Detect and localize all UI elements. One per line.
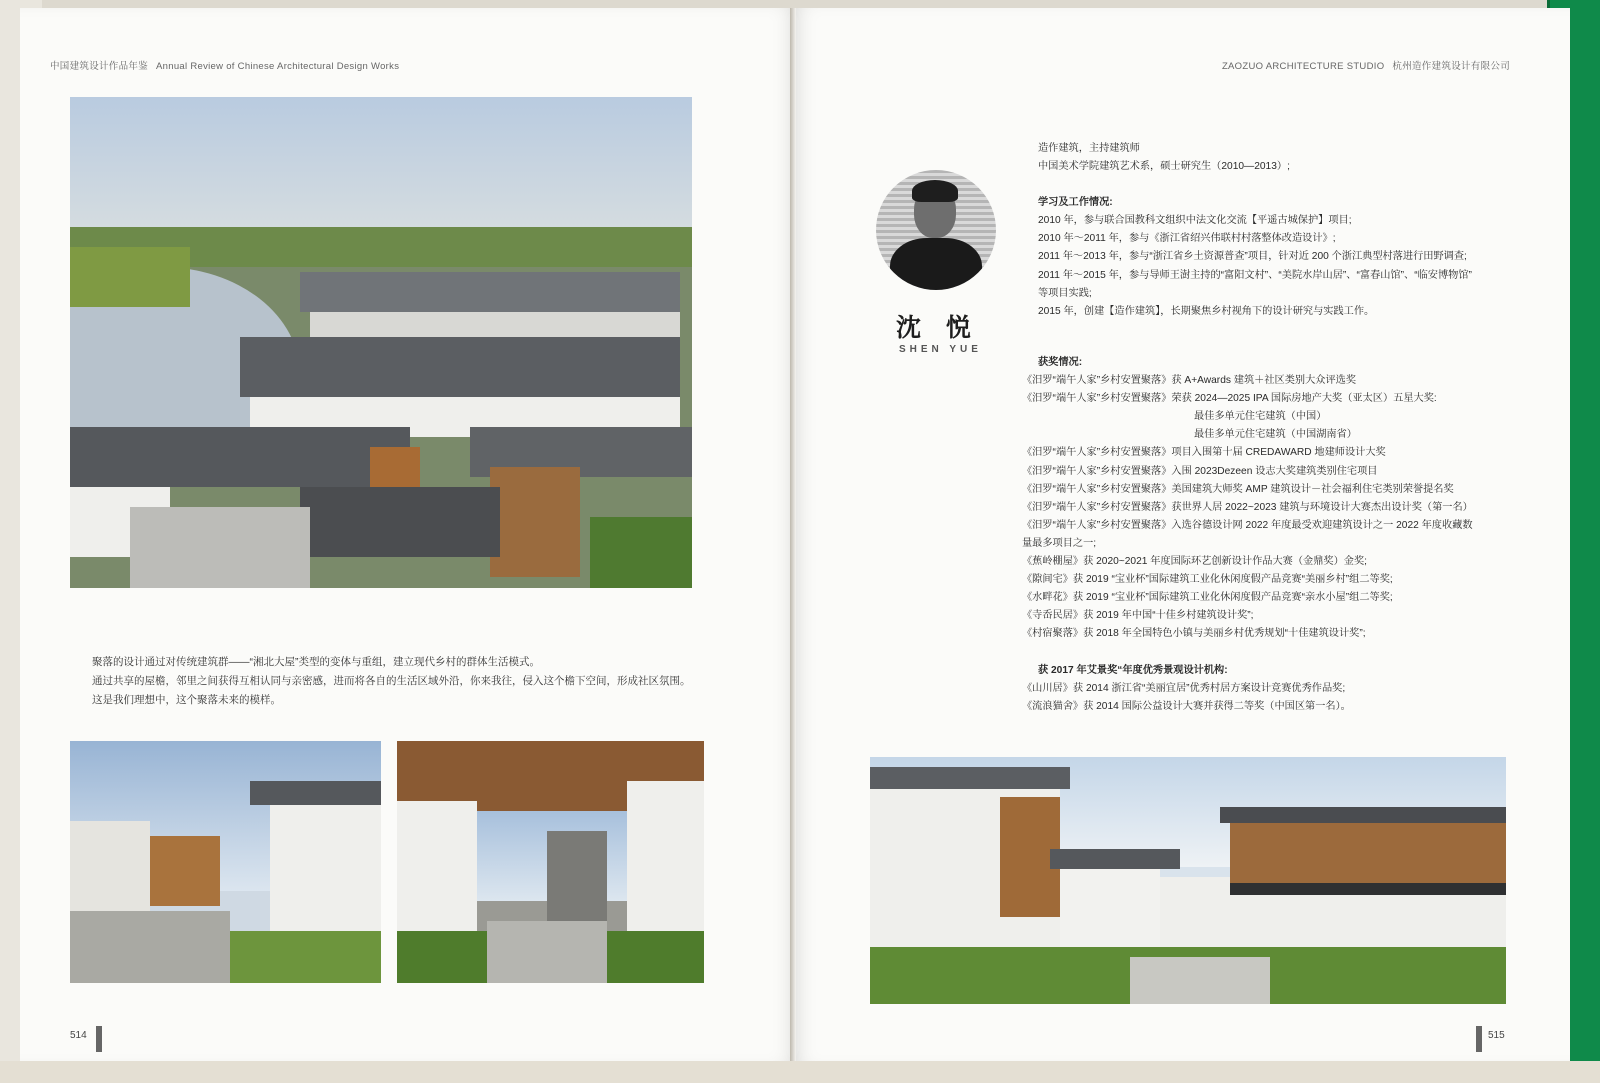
bio-line: 造作建筑，主持建筑师 [1038, 143, 1140, 154]
award-item: 《流浪猫舍》获 2014 国际公益设计大赛并获得二等奖（中国区第一名）。 [1022, 700, 1351, 712]
awards-list [1022, 354, 1512, 716]
folio-marker [1476, 1026, 1482, 1052]
award-item: 量最多项目之一; [1022, 537, 1097, 549]
award-item: 《汨罗“端午人家”乡村安置聚落》入选谷德设计网 2022 年度最受欢迎建筑设计之一 2022 年度收藏数 [1022, 519, 1473, 531]
study-item: 等项目实践; [1038, 287, 1092, 299]
study-item: 2011 年～2013 年，参与“浙江省乡土资源普查”项目，针对近 200 个浙江典型村落进行田野调查; [1038, 251, 1467, 263]
award-item: 《汨罗“端午人家”乡村安置聚落》美国建筑大师奖 AMP 建筑设计－社会福利住宅类别荣誉提名奖 [1022, 483, 1454, 495]
biography [1038, 140, 1508, 321]
running-head-en: Annual Review of Chinese Architectural Design Works [156, 61, 400, 72]
study-item: 2010 年，参与联合国教科文组织中法文化交流【平遥古城保护】项目; [1038, 215, 1352, 227]
award-item: 《村宿聚落》获 2018 年全国特色小镇与美丽乡村优秀规划“十佳建筑设计奖”; [1022, 628, 1366, 640]
intro-line: 聚落的设计通过对传统建筑群——“湘北大屋”类型的变体与重组，建立现代乡村的群体生活模式。 [92, 656, 540, 668]
intro-line: 通过共享的屋檐，邻里之间获得互相认同与亲密感，进而将各自的生活区域外沿，你来我往，侵入这个檐下空间，形成社区氛围。 [92, 675, 691, 687]
aerial-village-photo [70, 97, 692, 588]
award-item: 《汨罗“端午人家”乡村安置聚落》入围 2023Dezeen 设志大奖建筑类别住宅项目 [1022, 465, 1378, 477]
study-item: 2015 年，创建【造作建筑】，长期聚焦乡村视角下的设计研究与实践工作。 [1038, 305, 1375, 317]
courtyard-photo-left [70, 741, 381, 983]
award-item: 《寺岙民居》获 2019 年中国“十佳乡村建筑设计奖”; [1022, 610, 1254, 622]
running-head-cn: 杭州造作建筑设计有限公司 [1392, 61, 1510, 72]
page-number-left: 514 [70, 1030, 87, 1041]
folio-marker [96, 1026, 102, 1052]
left-running-head [50, 58, 399, 72]
award-subitem: 最佳多单元住宅建筑（中国） [1194, 411, 1327, 423]
awards-heading: 获奖情况: [1038, 357, 1083, 368]
right-running-head [1222, 58, 1510, 72]
award-item: 《汨罗“端午人家”乡村安置聚落》获 A+Awards 建筑＋社区类别大众评选奖 [1022, 375, 1357, 387]
study-item: 2010 年～2011 年，参与《浙江省绍兴伟联村村落整体改造设计》; [1038, 233, 1336, 245]
book-gutter [790, 8, 796, 1063]
intro-text [92, 653, 712, 710]
village-street-photo [870, 757, 1506, 1004]
award-item: 《汨罗“端午人家”乡村安置聚落》荣获 2024—2025 IPA 国际房地产大奖（亚太区）五星大奖: [1022, 393, 1437, 405]
architect-name-en: SHEN YUE [899, 344, 982, 355]
award-item: 《蕉岭棚屋》获 2020~2021 年度国际环艺创新设计作品大赛（金鼎奖）金奖; [1022, 556, 1368, 568]
covered-walkway-photo [397, 741, 704, 983]
intro-line: 这是我们理想中，这个聚落未来的模样。 [92, 694, 281, 706]
study-item: 2011 年～2015 年，参与导师王澍主持的“富阳文村”、“美院水岸山居”、“富春山馆”、“临安博物馆” [1038, 269, 1472, 281]
page-number-right: 515 [1488, 1030, 1505, 1041]
award-item: 《隙间宅》获 2019 “宝业杯”国际建筑工业化休闲度假产品竞赛“美丽乡村”组二等奖; [1022, 574, 1393, 586]
award-subitem: 最佳多单元住宅建筑（中国湖南省） [1194, 429, 1357, 441]
bio-line: 中国美术学院建筑艺术系，硕士研究生（2010—2013）; [1038, 161, 1290, 173]
award-item: 《汨罗“端午人家”乡村安置聚落》项目入围第十届 CREDAWARD 地建师设计大奖 [1022, 447, 1386, 459]
architect-portrait [876, 170, 996, 290]
page-bottom-edge [0, 1061, 1600, 1083]
architect-name-cn: 沈 悦 [896, 313, 979, 342]
award-item: 《山川居》获 2014 浙江省“美丽宜居”优秀村居方案设计竞赛优秀作品奖; [1022, 682, 1346, 694]
award-item: 《水畔花》获 2019 “宝业杯”国际建筑工业化休闲度假产品竞赛“亲水小屋”组二等奖; [1022, 592, 1393, 604]
award-item: 《汨罗“端午人家”乡村安置聚落》获世界人居 2022~2023 建筑与环境设计大赛杰出设计奖（第一名） [1022, 501, 1473, 513]
running-head-cn: 中国建筑设计作品年鉴 [50, 61, 149, 72]
running-head-en: ZAOZUO ARCHITECTURE STUDIO [1221, 61, 1385, 72]
landscape-heading: 获 2017 年艾景奖“年度优秀景观设计机构: [1038, 664, 1228, 676]
study-heading: 学习及工作情况: [1038, 197, 1113, 209]
